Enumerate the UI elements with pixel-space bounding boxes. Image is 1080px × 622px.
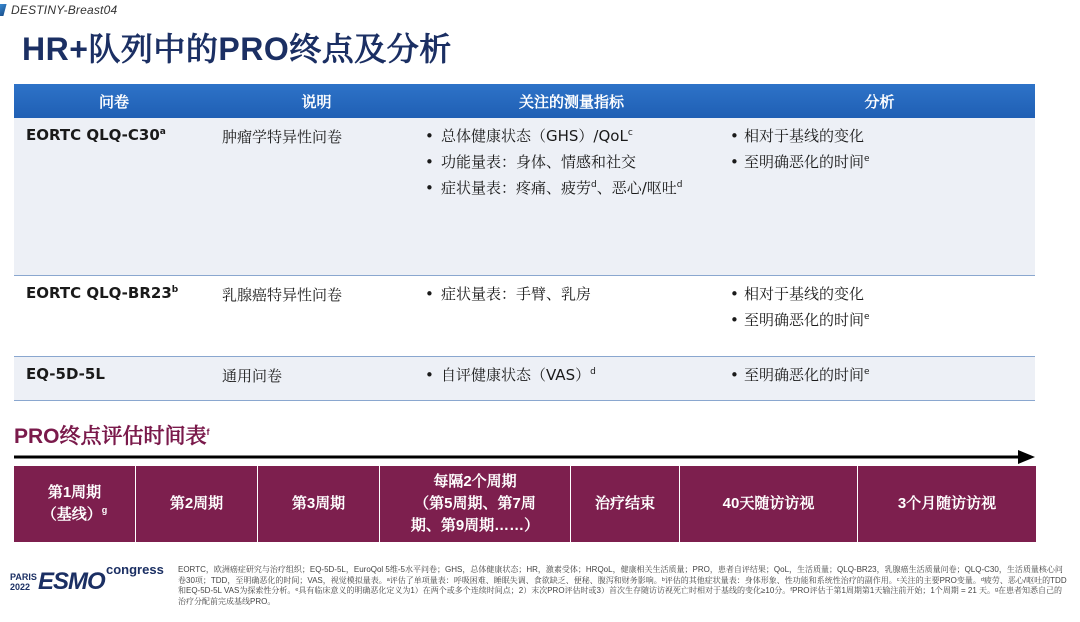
col-header-description: 说明: [301, 92, 332, 111]
list-item: • 至明确恶化的时间$^e$: [724, 310, 1035, 330]
list-item: • 至明确恶化的时间$^e$: [724, 152, 1035, 172]
top-brand-bar: [0, 0, 1080, 20]
slide-title: HR+队列中的PRO终点及分析: [22, 31, 452, 67]
col-header-analysis: 分析: [864, 92, 895, 111]
timeline-step: 40天随访访视: [680, 466, 858, 542]
logo-city-year: PARIS 2022: [10, 572, 37, 592]
list-item: • 总体健康状态（GHS）/QoL$^c$: [419, 126, 724, 146]
questionnaire-description: 乳腺癌特异性问卷: [222, 286, 343, 304]
table-header: [14, 84, 1035, 118]
timeline-bar: [14, 466, 1036, 542]
questionnaire-name: EQ-5D-5L: [26, 365, 105, 383]
list-item: • 相对于基线的变化: [724, 284, 1035, 304]
timeline-step: 每隔2个周期 （第5周期、第7周 期、第9周期……）: [380, 466, 571, 542]
list-item: • 症状量表：疼痛、疲劳$^d$、恶心/呕吐$^d$: [419, 178, 724, 198]
metrics-cell: [419, 276, 724, 356]
table-row: [14, 357, 1035, 401]
timeline-step: 第2周期: [136, 466, 258, 542]
pro-table: [14, 84, 1035, 401]
timeline-title: PRO终点评估时间表$^f$: [14, 425, 210, 448]
logo-esmo: ESMO: [38, 568, 105, 595]
study-name: DESTINY-Breast04: [11, 3, 118, 17]
analysis-cell: [724, 357, 1035, 400]
list-item: • 至明确恶化的时间$^e$: [724, 365, 1035, 385]
analysis-cell: [724, 118, 1035, 275]
questionnaire-description: 肿瘤学特异性问卷: [222, 128, 343, 146]
timeline-step: 第1周期 （基线）$^g$: [14, 466, 136, 542]
timeline-step: 第3周期: [258, 466, 380, 542]
list-item: • 功能量表：身体、情感和社交: [419, 152, 724, 172]
analysis-cell: [724, 276, 1035, 356]
col-header-metrics: 关注的测量指标: [518, 92, 624, 111]
footnote-text: EORTC，欧洲癌症研究与治疗组织；EQ-5D-5L，EuroQol 5维-5水平问卷；GHS，总体健康状态；HR，激素受体；HRQoL，健康相关生活质量；PRO，患者自评结果；QoL，生活质量；QLQ-BR23，乳腺癌生活质量问卷；QLQ-C30，生活质量核心问卷30项；TDD，至明确恶化的时间；VAS，视觉模拟量表。ᵃ评估了单项量表：呼吸困难、睡眠失调、食欲缺乏、便秘、腹泻和财务影响。ᵇ评估的其他症状量表：身体形象、性功能和系统性治疗的副作用。ᶜ关注的主要PRO变量。ᵈ疲劳、恶心/呕吐的TDD和EQ-5D-5L VAS为探索性分析。ᵉ具有临床意义的明确恶化定义为1）在两个或多个连续时间点；2）末次PRO评估时或3）首次生存随访访视死亡时相对于基线的变化≥10分。ᶠPRO评估于第1周期第1天输注前开始；1个周期 = 21 天。ᵍ在患者知悉自己的治疗分配前完成基线PRO。: [178, 565, 1067, 606]
list-item: • 自评健康状态（VAS）$^d$: [419, 365, 724, 385]
timeline-step: 3个月随访访视: [858, 466, 1036, 542]
list-item: • 相对于基线的变化: [724, 126, 1035, 146]
col-header-questionnaire: 问卷: [98, 92, 129, 111]
questionnaire-name: EORTC QLQ-C30$^a$: [26, 126, 166, 144]
timeline-step: 治疗结束: [571, 466, 680, 542]
timeline-arrow-icon: [14, 448, 1036, 466]
metrics-cell: [419, 118, 724, 275]
esmo-congress-logo: [10, 562, 170, 602]
brand-logo-icon: [0, 3, 8, 17]
table-row: [14, 276, 1035, 357]
logo-congress: congress: [106, 562, 164, 577]
questionnaire-name: EORTC QLQ-BR23$^b$: [26, 284, 179, 302]
list-item: • 症状量表：手臂、乳房: [419, 284, 724, 304]
metrics-cell: [419, 357, 724, 400]
questionnaire-description: 通用问卷: [222, 367, 283, 385]
table-row: [14, 118, 1035, 276]
